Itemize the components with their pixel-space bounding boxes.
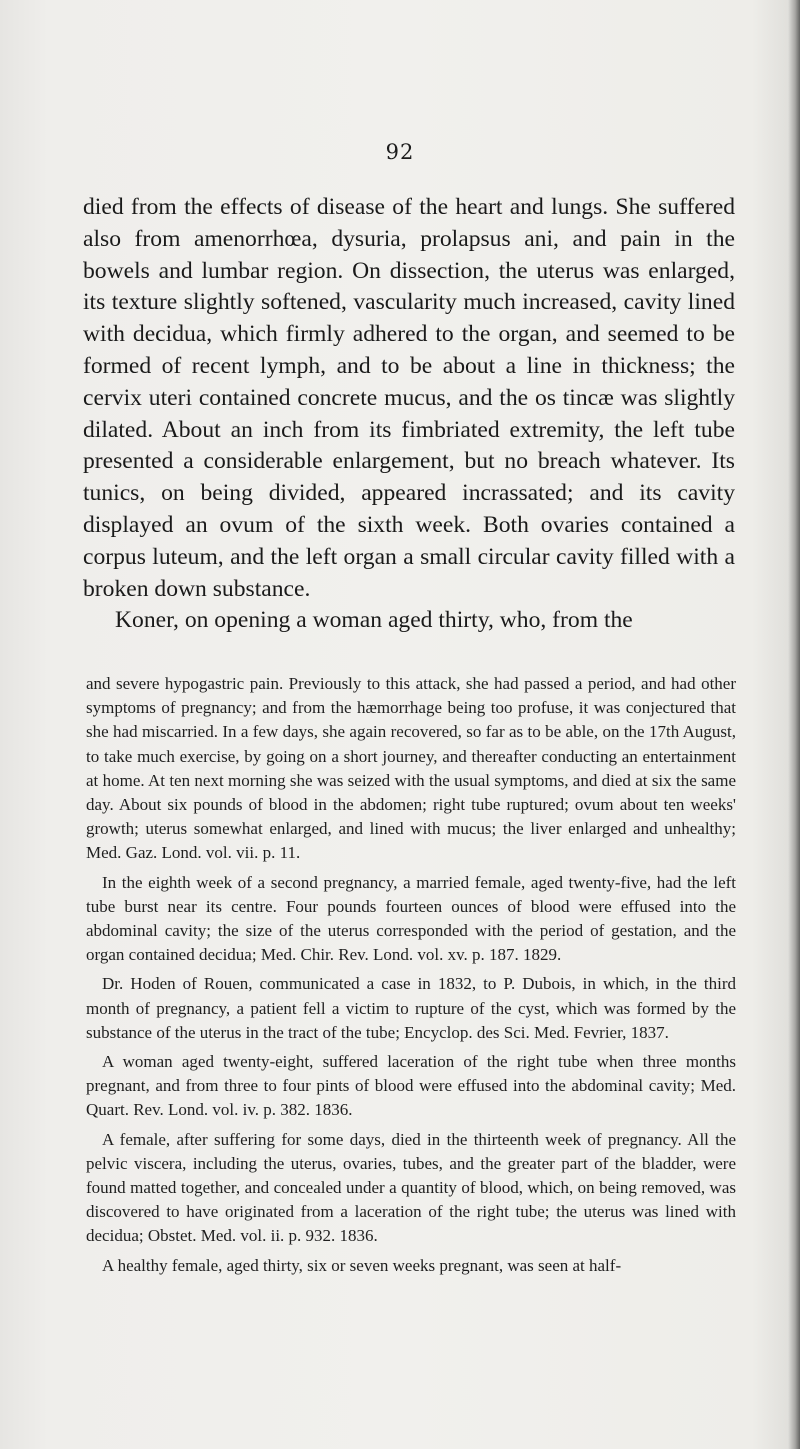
footnote-paragraph: and severe hypogastric pain. Previously to this attack, she had passed a period, and had other symptoms of pregnancy; and from the hæmorrhage being too profuse, it was conjectured that she had miscarried. In a few days, she again recovered, so far as to be able, on the 17th August, to take much exercise, by going on a short journey, and thereafter conducting an entertainment at home. At ten next morning she was seized with the usual symptoms, and died at six the same day. About six pounds of blood in the abdomen; right tube ruptured; ovum about ten weeks' growth; uterus somewhat enlarged, and lined with mucus; the liver enlarged and unhealthy; Med. Gaz. Lond. vol. vii. p. 11. [86, 674, 736, 863]
footnote-paragraph: In the eighth week of a second pregnancy, a married female, aged twenty-five, had the left tube burst near its centre. Four pounds fourteen ounces of blood were effused into the abdominal cavity; the size of the uterus corresponded with the period of gestation, and the organ contained decidua; Med. Chir. Rev. Lond. vol. xv. p. 187. 1829. [86, 872, 736, 965]
footnote-paragraph: A healthy female, aged thirty, six or seven weeks pregnant, was seen at half- [102, 1255, 622, 1275]
page-number: 92 [385, 140, 415, 164]
footnote-paragraph: Dr. Hoden of Rouen, communicated a case in 1832, to P. Dubois, in which, in the third month of pregnancy, a patient fell a victim to rupture of the cyst, which was formed by the substance of the uterus in the tract of the tube; Encyclop. des Sci. Med. Fevrier, 1837. [86, 974, 736, 1042]
footnotes [86, 672, 736, 1283]
footnote-paragraph: A female, after suffering for some days, died in the thirteenth week of pregnancy. All the pelvic viscera, including the uterus, ovaries, tubes, and the greater part of the bladder, were found matted together, and concealed under a quantity of blood, which, on being removed, was discovered to have originated from a laceration of the right tube; the uterus was lined with decidua; Obstet. Med. vol. ii. p. 932. 1836. [86, 1129, 736, 1246]
page-edge-shadow [788, 0, 800, 1449]
body-text [83, 192, 735, 637]
footnote-paragraph: A woman aged twenty-eight, suffered laceration of the right tube when three months pregnant, and from three to four pints of blood were effused into the abdominal cavity; Med. Quart. Rev. Lond. vol. iv. p. 382. 1836. [86, 1052, 736, 1120]
body-paragraph: Koner, on opening a woman aged thirty, who, from the [115, 607, 633, 634]
body-paragraph: died from the effects of disease of the heart and lungs. She suffered also from amenorrhœa, dysuria, prolapsus ani, and pain in the bowels and lumbar region. On dissection, the uterus was enlarged, its texture slightly softened, vascularity much increased, cavity lined with decidua, which firmly adhered to the organ, and seemed to be formed of recent lymph, and to be about a line in thickness; the cervix uteri contained concrete mucus, and the os tincæ was slightly dilated. About an inch from its fimbriated extremity, the left tube presented a considerable enlargement, but no breach whatever. Its tunics, on being divided, appeared incrassated; and its cavity displayed an ovum of the sixth week. Both ovaries contained a corpus luteum, and the left organ a small circular cavity filled with a broken down substance. [83, 194, 735, 602]
